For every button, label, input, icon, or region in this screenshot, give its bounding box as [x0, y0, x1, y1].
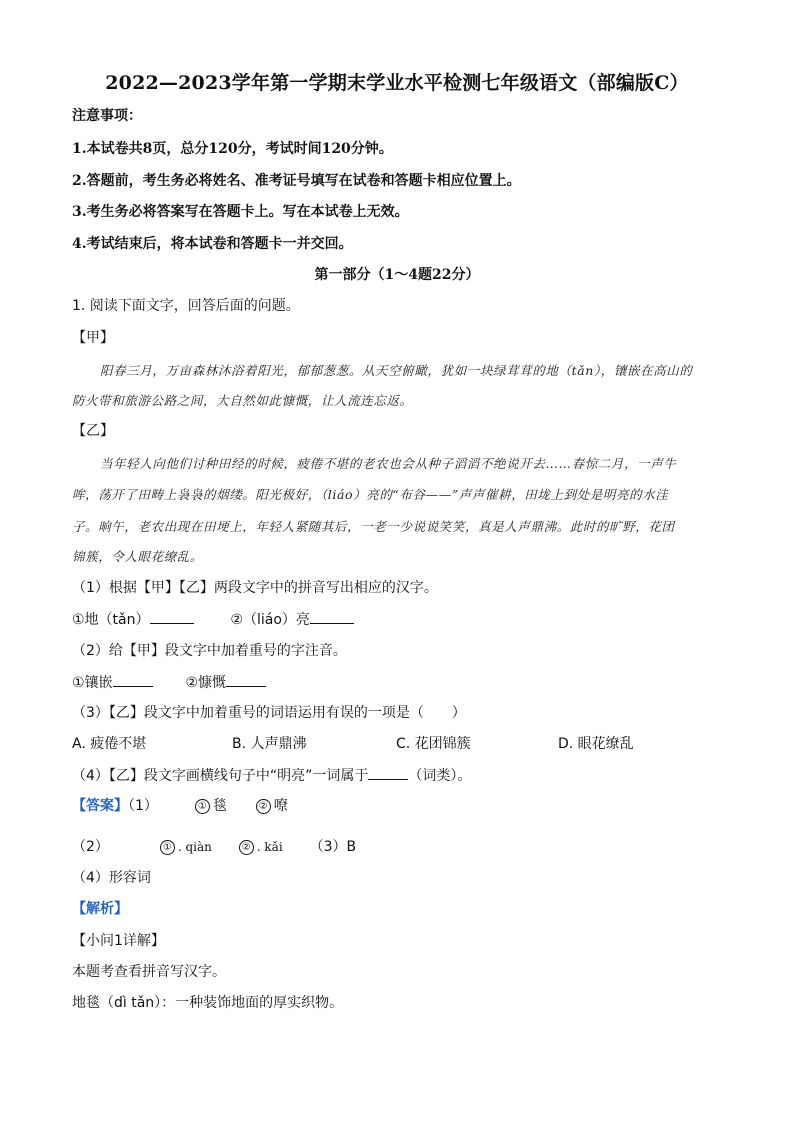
passage-yi-line: 锦簇，令人眼花缭乱。 — [72, 549, 204, 564]
answer-blank[interactable] — [368, 766, 408, 780]
passage-yi-line: 当年轻人向他们讨种田经的时候，疲倦不堪的老农也会从种子滔滔不绝说开去……春惊二月，一声牛 — [100, 456, 677, 471]
subquestion-4-suffix: （词类）。 — [408, 768, 472, 784]
answer-blank[interactable] — [150, 610, 194, 624]
answer-value: . qiàn — [177, 840, 212, 854]
subquestion-1: （1）根据【甲】【乙】两段文字中的拼音写出相应的汉字。 — [72, 580, 438, 596]
circled-number: ① — [195, 799, 210, 814]
passage-jia-line: 阳春三月，万亩森林沐浴着阳光，郁郁葱葱。从天空俯瞰，犹如一块绿茸茸的地（tǎn），镶嵌在高山的 — [100, 363, 693, 378]
answer-value: （3）B — [309, 839, 357, 855]
option-b[interactable]: B. 人声鼎沸 — [232, 736, 307, 752]
analysis-line: 本题考查看拼音写汉字。 — [72, 964, 226, 980]
circled-number: ② — [256, 799, 271, 814]
option-c[interactable]: C. 花团锦簇 — [396, 736, 471, 752]
question-1-stem: 1. 阅读下面文字，回答后面的问题。 — [72, 298, 300, 314]
notice-item-1: 1.本试卷共8页，总分120分，考试时间120分钟。 — [72, 141, 393, 157]
notice-item-2: 2.答题前，考生务必将姓名、准考证号填写在试卷和答题卡相应位置上。 — [72, 173, 521, 189]
analysis-line: 地毯（dì tǎn）：一种装饰地面的厚实织物。 — [72, 995, 344, 1011]
analysis-sub-label: 【小问1详解】 — [72, 933, 165, 949]
subquestion-3: （3）【乙】段文字中加着重号的词语运用有误的一项是（ ） — [72, 705, 466, 721]
blank-a-label: ①地（tǎn） — [72, 612, 150, 628]
part-one-heading: 第一部分（1～4题22分） — [314, 267, 480, 283]
answer-value: . kǎi — [256, 840, 283, 854]
subquestion-2: （2）给【甲】段文字中加着重号的字注音。 — [72, 643, 347, 659]
options-row — [72, 735, 634, 753]
subquestion-1-blanks — [72, 610, 354, 629]
passage-yi-line: 子。晌午，老农出现在田埂上，年轻人紧随其后，一老一少说说笑笑，真是人声鼎沸。此时的旷野，花团 — [72, 519, 675, 534]
circled-number: ② — [239, 840, 254, 855]
option-d[interactable]: D. 眼花缭乱 — [558, 736, 634, 752]
answer-prefix: （1） — [128, 798, 158, 814]
option-a[interactable]: A. 疲倦不堪 — [72, 736, 147, 752]
passage-yi-line: 哞，荡开了田畴上袅袅的烟缕。阳光极好，（liáo）亮的“布谷——”声声催耕，田垅上到处是明亮的水洼 — [72, 487, 669, 502]
answer-value: 毯 — [212, 798, 227, 814]
analysis-label: 【解析】 — [72, 901, 128, 917]
notice-item-4: 4.考试结束后，将本试卷和答题卡一并交回。 — [72, 236, 353, 252]
answer-line-1 — [72, 797, 288, 815]
subquestion-4 — [72, 766, 471, 785]
answer-label: 【答案】 — [72, 798, 128, 814]
answer-line-3: （4）形容词 — [72, 870, 151, 886]
answer-line-2 — [72, 838, 356, 856]
passage-jia-line: 防火带和旅游公路之间，大自然如此慷慨，让人流连忘返。 — [72, 393, 413, 408]
blank-b-label: ②慷慨 — [185, 675, 227, 691]
notice-heading: 注意事项： — [72, 108, 142, 124]
answer-blank[interactable] — [226, 673, 266, 687]
subquestion-2-blanks — [72, 673, 266, 692]
subquestion-4-text: （4）【乙】段文字画横线句子中“明亮”一词属于 — [72, 768, 369, 784]
blank-a-label: ①镶嵌 — [72, 675, 113, 691]
answer-value: 嘹 — [273, 798, 288, 814]
circled-number: ① — [160, 840, 175, 855]
answer-prefix: （2） — [72, 839, 109, 855]
answer-blank[interactable] — [310, 610, 354, 624]
notice-item-3: 3.考生务必将答案写在答题卡上。写在本试卷上无效。 — [72, 204, 409, 220]
page-title: 2022—2023学年第一学期末学业水平检测七年级语文（部编版C） — [105, 72, 689, 94]
blank-b-label: ②（liáo）亮 — [230, 612, 310, 628]
passage-jia-label: 【甲】 — [72, 330, 114, 346]
passage-yi-label: 【乙】 — [72, 423, 114, 439]
answer-blank[interactable] — [113, 673, 153, 687]
